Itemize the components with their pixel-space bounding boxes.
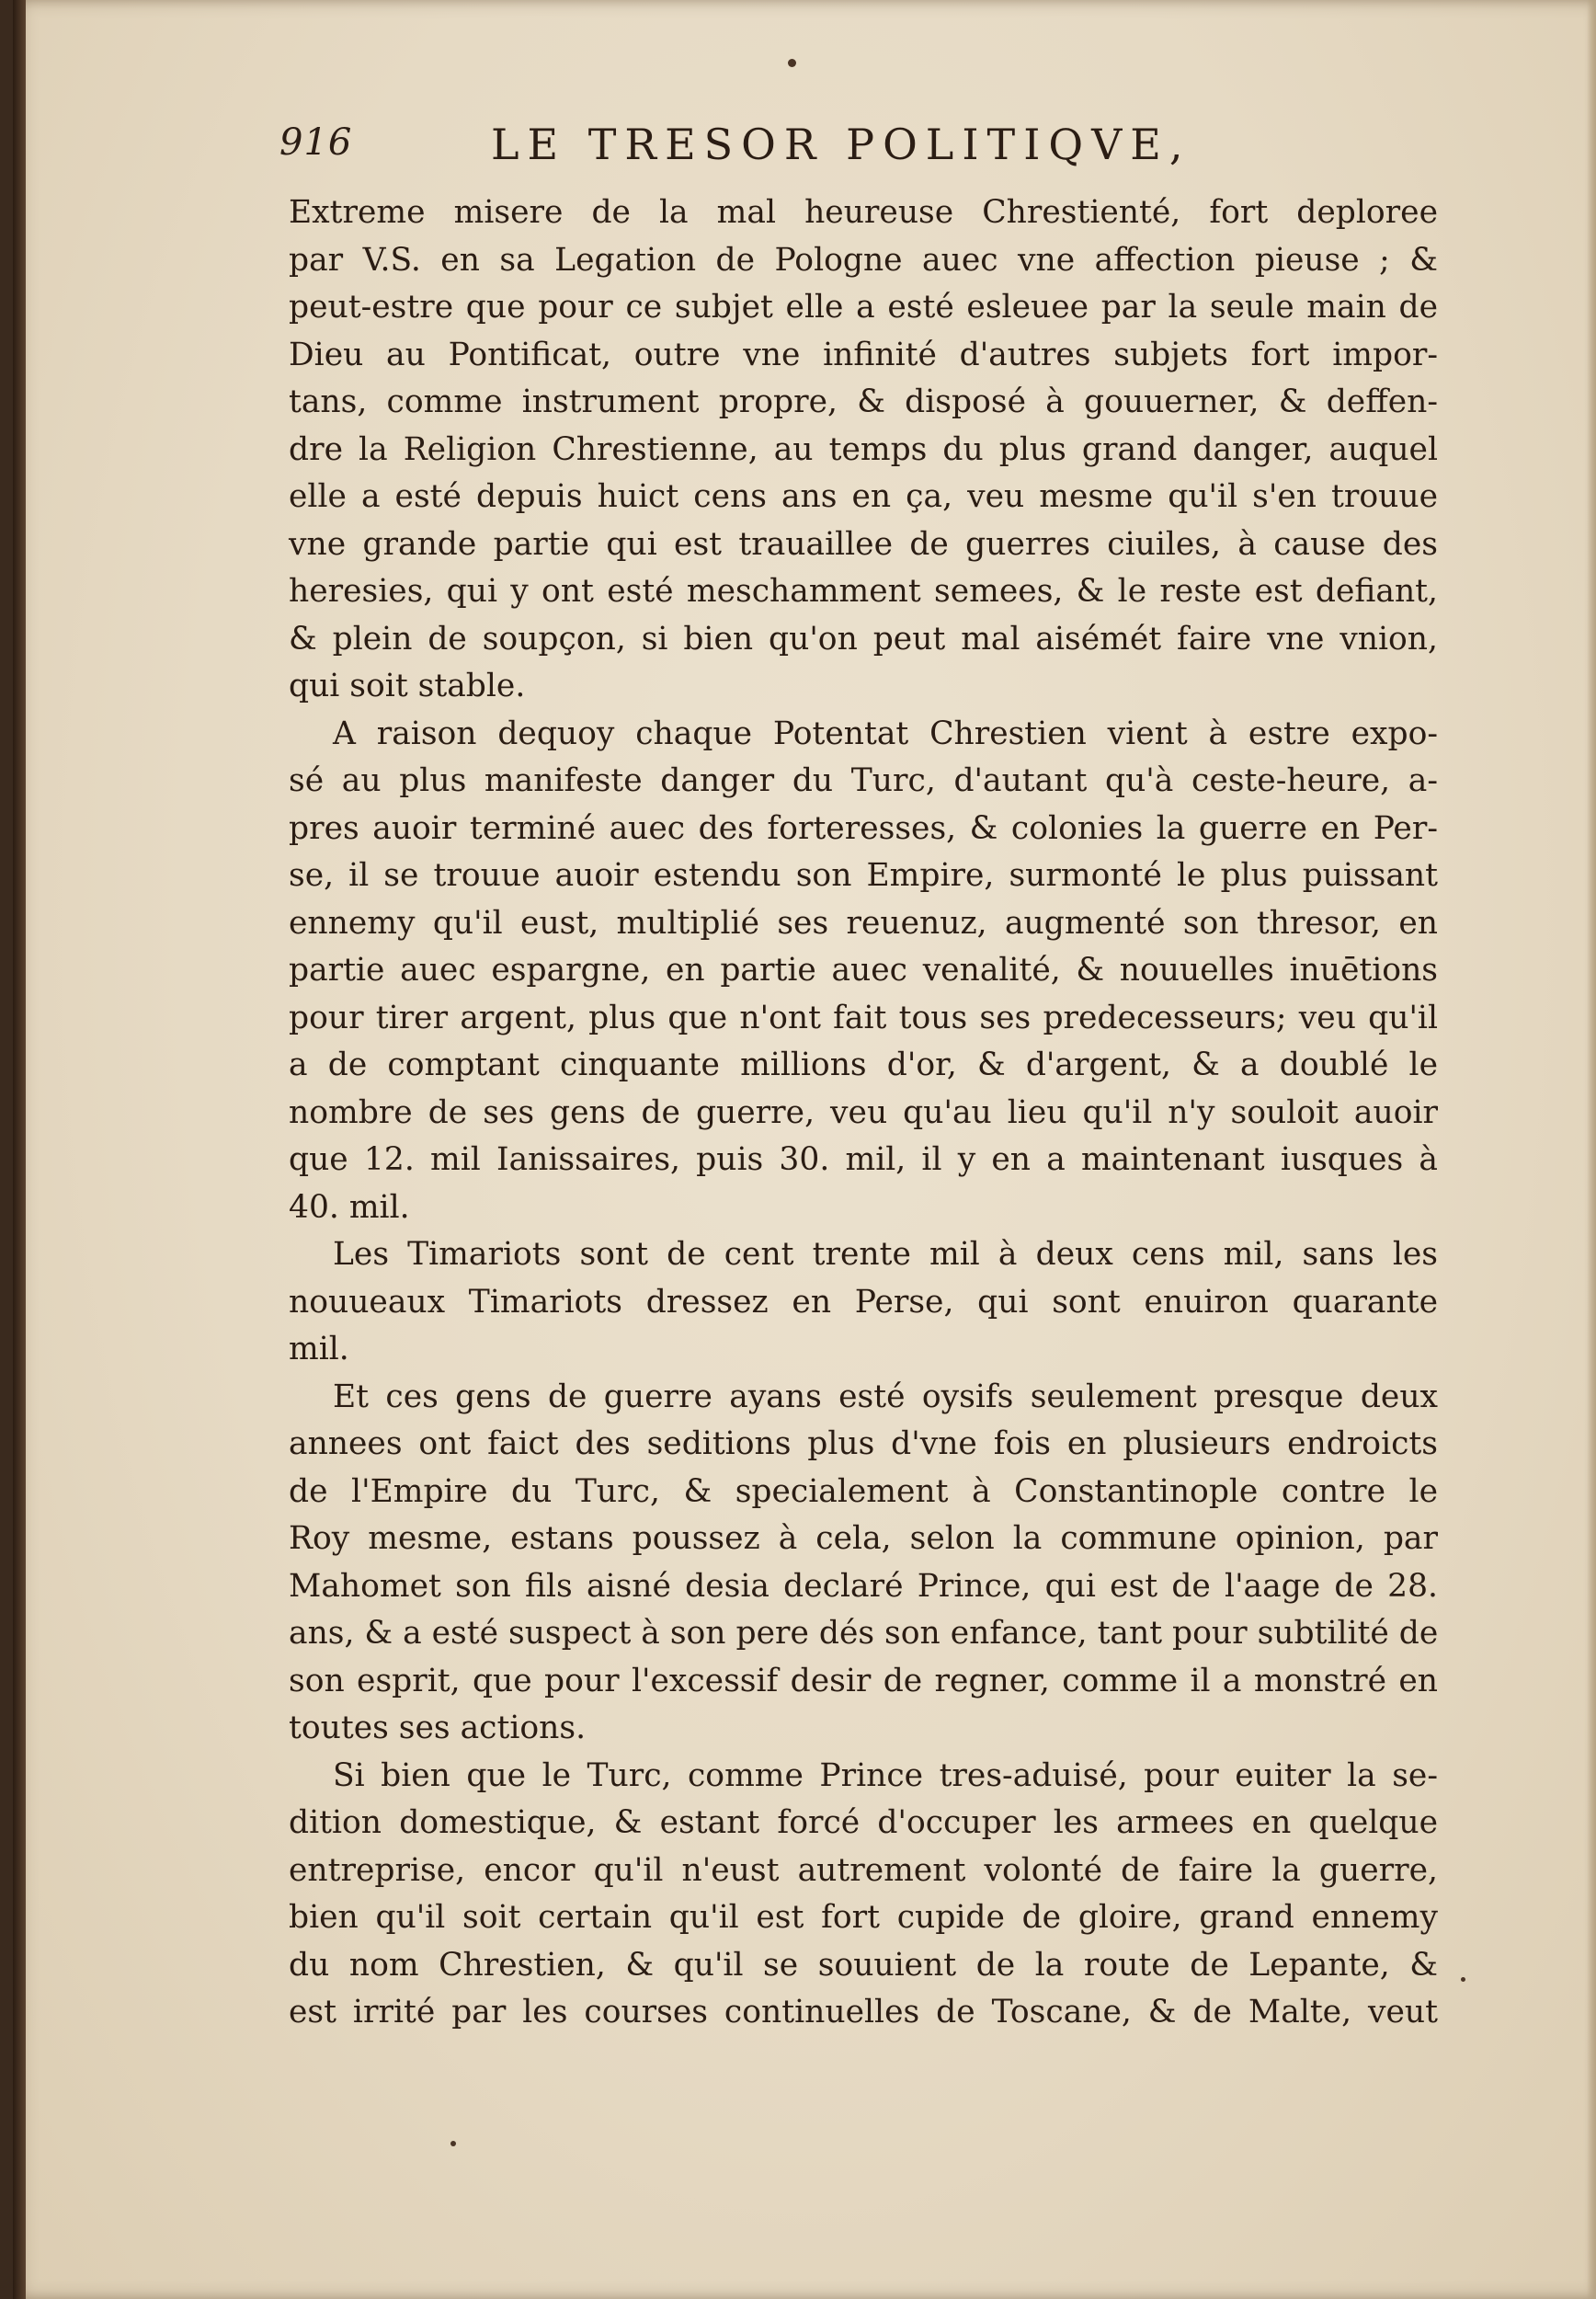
book-page [13, 0, 1596, 2299]
text-line: bien qu'il soit certain qu'il est fort cupide de gloire, grand ennemy [289, 1899, 1438, 1936]
running-title: LE TRESOR POLITIQVE, [491, 120, 1191, 169]
text-line: nombre de ses gens de guerre, veu qu'au lieu qu'il n'y souloit auoir [289, 1093, 1438, 1131]
text-line: a de comptant cinquante millions d'or, & d'argent, & a doublé le [289, 1047, 1438, 1083]
text-line: partie auec espargne, en partie auec venalité, & nouuelles inuētions [289, 952, 1438, 989]
page-edge-shadow [1587, 0, 1596, 2299]
paragraph [289, 1753, 1438, 2037]
text-line: toutes ses actions. [289, 1710, 587, 1746]
text-line: de l'Empire du Turc, & specialement à Constantinople contre le [289, 1472, 1438, 1510]
text-line: du nom Chrestien, & qu'il se souuient de la route de Lepante, & [289, 1946, 1438, 1984]
text-line: Si bien que le Turc, comme Prince tres-aduisé, pour euiter la se- [333, 1756, 1438, 1794]
text-line: par V.S. en sa Legation de Pologne auec vne affection pieuse ; & [289, 241, 1438, 279]
text-line: Roy mesme, estans poussez à cela, selon la commune opinion, par [289, 1520, 1438, 1557]
text-line: A raison dequoy chaque Potentat Chrestien vient à estre expo- [333, 715, 1438, 752]
text-line: mil. [289, 1331, 349, 1367]
text-line: dre la Religion Chrestienne, au temps du plus grand danger, auquel [289, 430, 1438, 468]
text-line: sé au plus manifeste danger du Turc, d'autant qu'à ceste-heure, a- [289, 762, 1438, 799]
text-line: tans, comme instrument propre, & disposé à gouuerner, & deffen- [289, 383, 1438, 420]
paragraph [289, 189, 1438, 711]
book-binding-edge [13, 0, 26, 2299]
text-line: 40. mil. [289, 1188, 410, 1226]
paragraph [289, 711, 1438, 1232]
text-line: que 12. mil Ianissaires, puis 30. mil, il y en a maintenant iusques à [289, 1141, 1438, 1178]
text-line: Et ces gens de guerre ayans esté oysifs seulement presque deux [333, 1378, 1438, 1415]
text-line: entreprise, encor qu'il n'eust autrement volonté de faire la guerre, [289, 1851, 1438, 1889]
text-line: pres auoir terminé auec des forteresses, & colonies la guerre en Per- [289, 809, 1438, 847]
ink-speck [788, 59, 796, 67]
text-line: Dieu au Pontificat, outre vne infinité d'autres subjets fort impor- [289, 336, 1438, 373]
paragraph [289, 1374, 1438, 1753]
text-line: pour tirer argent, plus que n'ont fait tous ses predecesseurs; veu qu'il [289, 999, 1438, 1036]
running-header [279, 110, 1475, 175]
page-number: 916 [279, 121, 353, 164]
text-line: annees ont faict des seditions plus d'vne fois en plusieurs endroicts [289, 1425, 1438, 1462]
text-line: elle a esté depuis huict cens ans en ça, veu mesme qu'il s'en trouue [289, 478, 1438, 515]
text-line: ans, & a esté suspect à son pere dés son enfance, tant pour subtilité de [289, 1615, 1439, 1652]
ink-speck [450, 2141, 456, 2146]
text-line: & plein de soupçon, si bien qu'on peut mal aisémét faire vne vnion, [289, 620, 1438, 658]
text-line: est irrité par les courses continuelles de Toscane, & de Malte, veut [289, 1994, 1438, 2030]
text-line: se, il se trouue auoir estendu son Empire, surmonté le plus puissant [289, 857, 1438, 894]
text-line: peut-estre que pour ce subjet elle a esté esleuee par la seule main de [289, 289, 1438, 326]
text-line: dition domestique, & estant forcé d'occuper les armees en quelque [289, 1804, 1438, 1841]
text-line: son esprit, que pour l'excessif desir de regner, comme il a monstré en [289, 1662, 1438, 1699]
text-line: vne grande partie qui est trauaillee de guerres ciuiles, à cause des [289, 525, 1438, 563]
text-line: ennemy qu'il eust, multiplié ses reuenuz, augmenté son thresor, en [289, 904, 1438, 942]
paragraph [289, 1231, 1438, 1374]
text-line: Extreme misere de la mal heureuse Chrestienté, fort deploree [289, 194, 1438, 231]
body-text [289, 189, 1438, 2037]
text-line: nouueaux Timariots dressez en Perse, qui sont enuiron quarante [289, 1283, 1438, 1321]
text-line: heresies, qui y ont esté meschamment semees, & le reste est defiant, [289, 573, 1438, 610]
ink-speck [1461, 1977, 1465, 1982]
text-line: Les Timariots sont de cent trente mil à deux cens mil, sans les [333, 1236, 1438, 1273]
text-line: Mahomet son fils aisné desia declaré Prince, qui est de l'aage de 28. [289, 1567, 1438, 1605]
text-line: qui soit stable. [289, 668, 526, 704]
